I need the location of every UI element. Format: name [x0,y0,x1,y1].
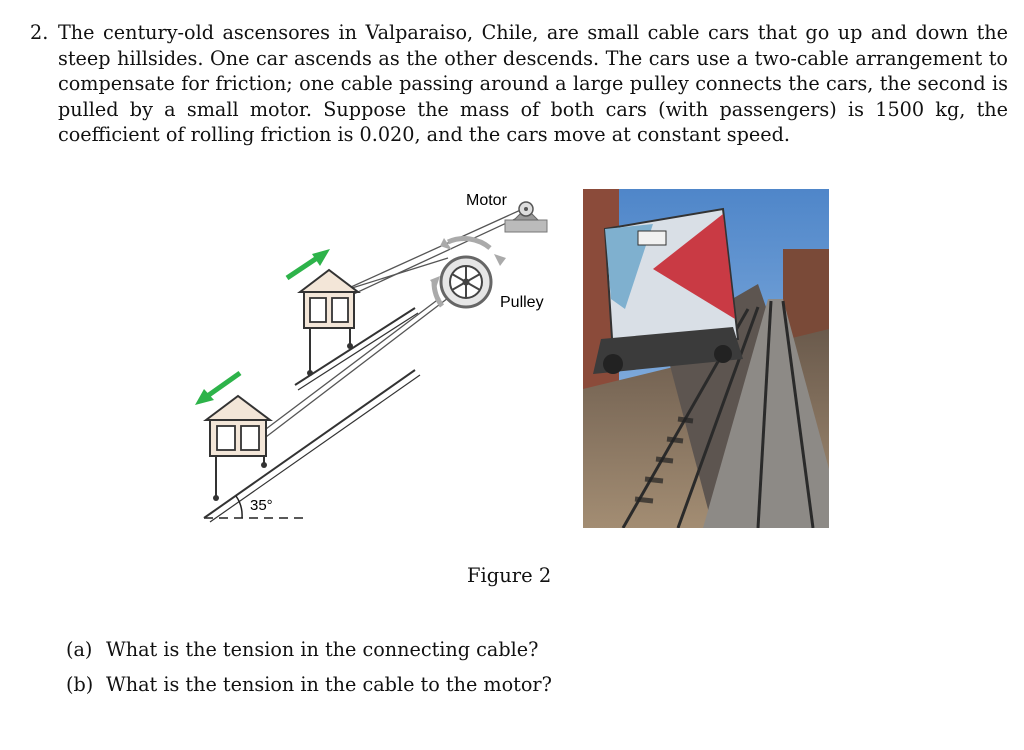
motor-base [505,220,547,232]
pulley-label: Pulley [500,294,544,311]
lower-car [206,396,270,501]
motor [505,202,547,232]
question-a-label: (a) [66,638,93,661]
connecting-cable-lower-2 [262,295,452,440]
upper-car-roof [300,270,358,292]
question-list [66,632,552,702]
question-b-label: (b) [66,673,94,696]
ascensor-photo [583,189,829,528]
ascensor-diagram [190,180,560,530]
problem-number: 2. [30,21,49,44]
question-a [66,632,552,667]
lower-car-roof [206,396,270,420]
problem-statement [30,20,1008,148]
pulley [441,257,491,307]
figure-caption: Figure 2 [467,564,552,587]
angle-label: 35° [250,497,273,514]
angle-arc [236,496,242,518]
motor-label: Motor [466,192,507,209]
question-b-text: What is the tension in the cable to the motor? [106,673,552,696]
upper-car [300,270,358,376]
question-a-text: What is the tension in the connecting cable? [106,638,539,661]
diagram-svg [190,180,560,530]
question-b [66,667,552,702]
problem-text: The century-old ascensores in Valparaiso, Chile, are small cable cars that go up and down the steep hillsides. One car ascends as the other descends. The cars use a two-cable arrangement to compensate for friction; one cable passing around a large pulley connects the cars, the second is pulled by a small motor. Suppose the mass of both cars (with passengers) is 1500 kg, the coefficient of rolling friction is 0.020, and the cars move at constant speed. [58,21,1008,146]
